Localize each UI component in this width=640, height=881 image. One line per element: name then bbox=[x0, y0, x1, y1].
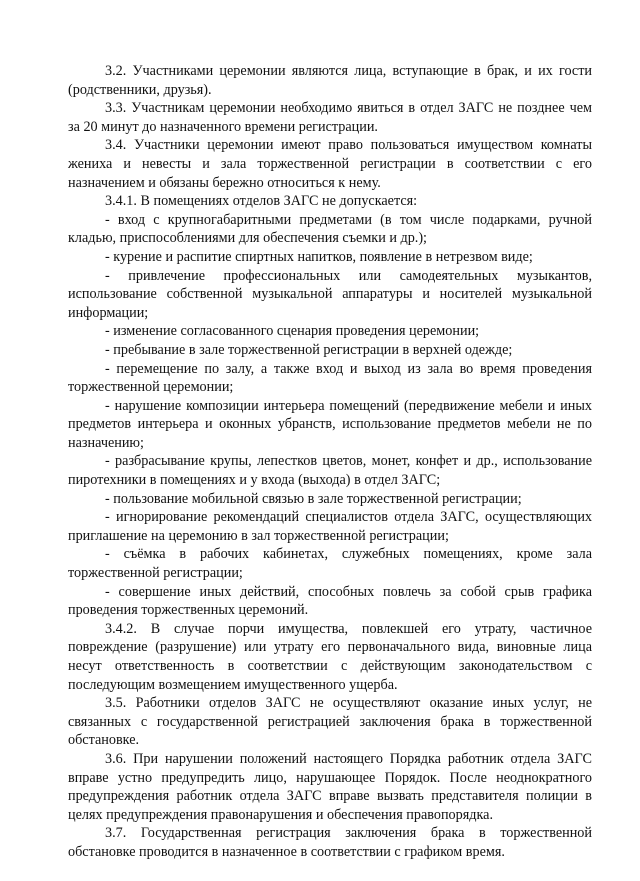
paragraph-3-4: 3.4. Участники церемонии имеют право пользоваться имуществом комнаты жениха и невесты и зала торжественной регистрации в соответствии с его назначением и обязаны бережно относиться к нему. bbox=[68, 137, 592, 191]
list-item-scenario-change: - изменение согласованного сценария проведения церемонии; bbox=[105, 323, 480, 340]
paragraph-3-3: 3.3. Участникам церемонии необходимо явиться в отдел ЗАГС не позднее чем за 20 минут до назначенного времени регистрации. bbox=[68, 100, 592, 135]
paragraph-3-4-2: 3.4.2. В случае порчи имущества, повлекшей его утрату, частичное повреждение (разрушение) или утрату его первоначального вида, виновные лица несут ответственность в соответствии с действующим законодательством с последующим возмещением имущественного ущерба. bbox=[68, 620, 592, 693]
paragraph-3-2: 3.2. Участниками церемонии являются лица, вступающие в брак, и их гости (родственники, друзья). bbox=[68, 63, 592, 98]
list-item-movement: - перемещение по залу, а также вход и выход из зала во время проведения торжественной церемонии; bbox=[68, 360, 592, 396]
list-item-scattering: - разбрасывание крупы, лепестков цветов, монет, конфет и др., использование пиротехники в помещениях и у входа (выхода) в отдел ЗАГС; bbox=[68, 453, 592, 489]
document-body bbox=[68, 62, 592, 862]
list-item-filming: - съёмка в рабочих кабинетах, служебных помещениях, кроме зала торжественной регистрации; bbox=[68, 546, 592, 582]
list-item-mobile: - пользование мобильной связью в зале торжественной регистрации; bbox=[105, 490, 522, 507]
list-item-outerwear: - пребывание в зале торжественной регистрации в верхней одежде; bbox=[105, 341, 513, 358]
list-item-other-actions: - совершение иных действий, способных повлечь за собой срыв графика проведения торжественных церемоний. bbox=[68, 583, 592, 619]
list-item-bulky-items: - вход с крупногабаритными предметами (в том числе подарками, ручной кладью, приспособлениями для обеспечения съемки и др.); bbox=[68, 211, 592, 247]
list-item-musicians: - привлечение профессиональных или самодеятельных музыкантов, использование собственной музыкальной аппаратуры и носителей музыкальной информации; bbox=[68, 267, 592, 321]
paragraph-3-6: 3.6. При нарушении положений настоящего Порядка работник отдела ЗАГС вправе устно предупредить лицо, нарушающее Порядок. После неоднократного предупреждения работник отдела ЗАГС вправе вызвать представителя полиции в целях предупреждения правонарушения и обеспечения правопорядка. bbox=[68, 750, 592, 823]
list-item-interior: - нарушение композиции интерьера помещений (передвижение мебели и иных предметов интерьера и оконных убранств, использование предметов мебели не по назначению; bbox=[68, 397, 592, 451]
paragraph-3-4-1: 3.4.1. В помещениях отделов ЗАГС не допускается: bbox=[105, 193, 418, 210]
paragraph-3-5: 3.5. Работники отделов ЗАГС не осуществляют оказание иных услуг, не связанных с государственной регистрацией заключения брака в торжественной обстановке. bbox=[68, 695, 592, 749]
list-item-smoking-alcohol: - курение и распитие спиртных напитков, появление в нетрезвом виде; bbox=[105, 248, 533, 265]
list-item-ignoring: - игнорирование рекомендаций специалистов отдела ЗАГС, осуществляющих приглашение на церемонию в зал торжественной регистрации; bbox=[68, 509, 592, 544]
paragraph-3-7: 3.7. Государственная регистрация заключения брака в торжественной обстановке проводится в назначенное в соответствии с графиком время. bbox=[68, 825, 592, 860]
